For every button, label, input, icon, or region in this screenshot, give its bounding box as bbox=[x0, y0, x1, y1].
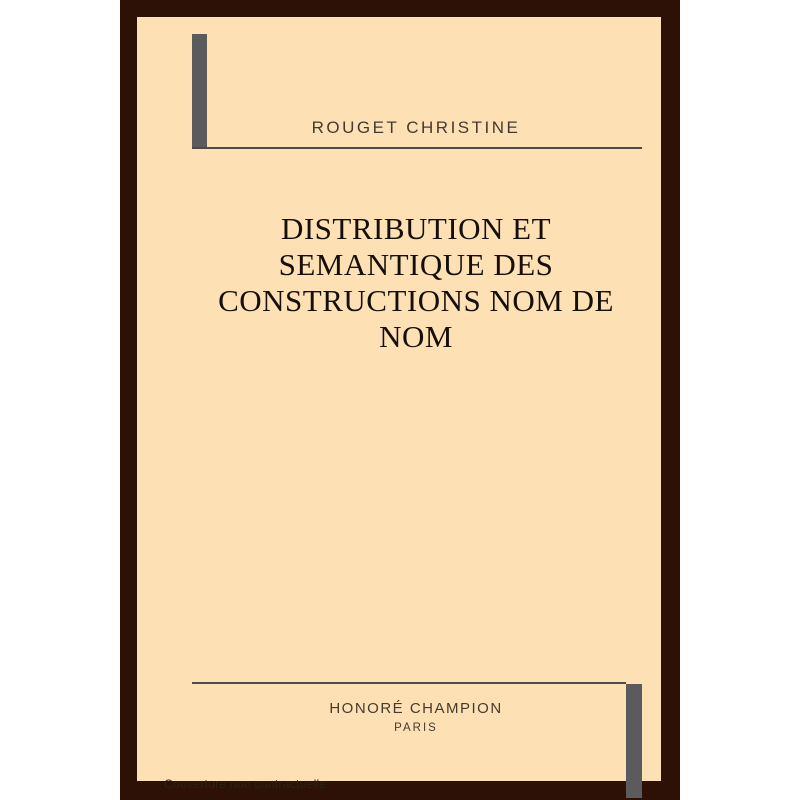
header-rule-line bbox=[192, 147, 642, 149]
book-title-line-2: SEMANTIQUE DES bbox=[278, 247, 554, 282]
book-title-line-1: DISTRIBUTION ET bbox=[280, 211, 552, 246]
book-title-line-3: CONSTRUCTIONS NOM DE bbox=[218, 283, 614, 318]
book-title bbox=[154, 211, 678, 355]
disclaimer-text: Couverture non contractuelle bbox=[164, 777, 327, 791]
publisher-city: PARIS bbox=[394, 722, 438, 734]
publisher-name: HONORÉ CHAMPION bbox=[329, 700, 503, 717]
book-title-line-4: NOM bbox=[379, 319, 453, 354]
footer-rule-line bbox=[192, 682, 626, 684]
cover-inner-panel bbox=[137, 17, 661, 791]
author-name: ROUGET CHRISTINE bbox=[311, 118, 521, 137]
book-cover bbox=[120, 0, 680, 800]
